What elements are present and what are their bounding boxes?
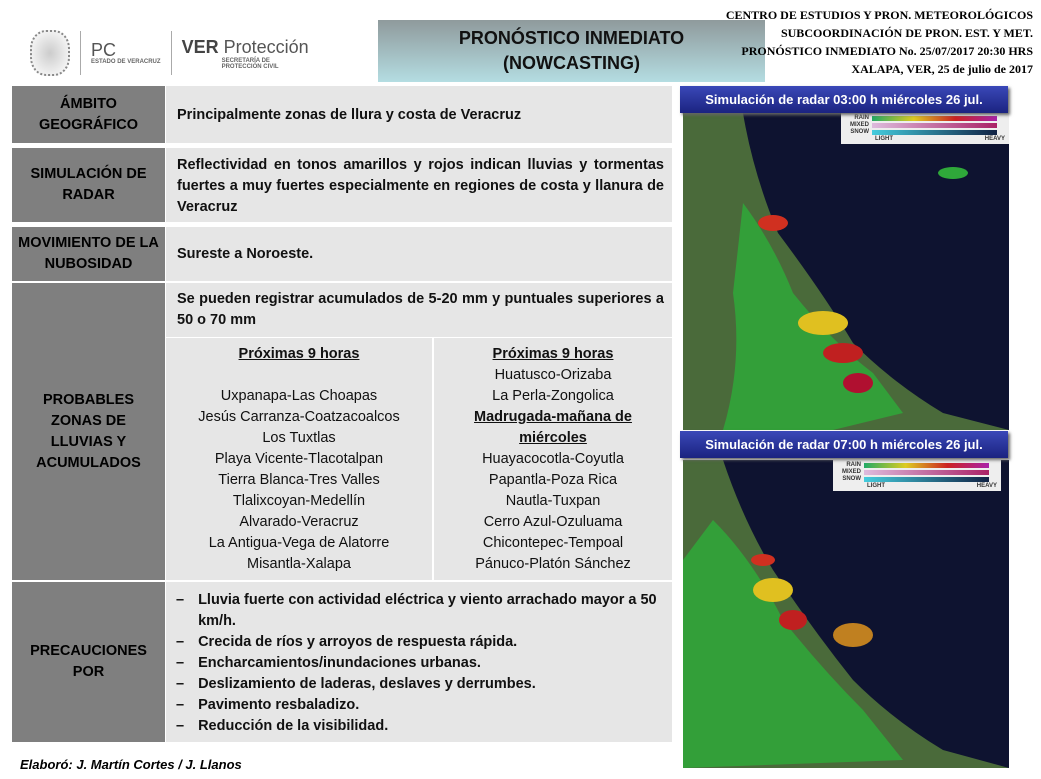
- radar-text: Reflectividad en tonos amarillos y rojos indican lluvias y tormentas fuertes a muy fuertes especialmente en regiones de costa y llanura de Veracruz: [166, 148, 672, 222]
- logos: [30, 28, 340, 78]
- zonas-left-list: Próximas 9 horas Uxpanapa-Las Choapas Jesús Carranza-Coatzacoalcos Los Tuxtlas Playa Vicente-Tlacotalpan Tierra Blanca-Tres Valles Tlalixcoyan-Medellín Alvarado-Veracruz La Antigua-Vega de Alatorre Misantla-Xalapa: [166, 338, 432, 580]
- list-item: – Crecida de ríos y arroyos de respuesta rápida.: [176, 634, 518, 650]
- zonas-right-list: Próximas 9 horas Huatusco-Orizaba La Perla-Zongolica Madrugada-mañana de miércoles Huayacocotla-Coyutla Papantla-Poza Rica Nautla-Tuxpan Cerro Azul-Ozuluama Chicontepec-Tempoal Pánuco-Platón Sánchez: [434, 338, 672, 580]
- ver-proteccion-logo: VER Protección SECRETARÍA DE PROTECCIÓN CIVIL: [181, 36, 309, 70]
- pc-logo: PC ESTADO DE VERACRUZ: [91, 40, 161, 65]
- label-ambito: ÁMBITO GEOGRÁFICO: [12, 86, 165, 143]
- ambito-text: Principalmente zonas de llura y costa de Veracruz: [166, 86, 672, 143]
- label-precauciones: PRECAUCIONES POR: [12, 582, 165, 742]
- radar-title-0300: Simulación de radar 03:00 h miércoles 26 jul.: [680, 86, 1008, 113]
- list-item: – Reducción de la visibilidad.: [176, 718, 389, 734]
- list-item: – Lluvia fuerte con actividad eléctrica y viento arrachado mayor a 50 km/h.: [176, 592, 657, 629]
- label-radar: SIMULACIÓN DE RADAR: [12, 148, 165, 222]
- movimiento-text: Sureste a Noroeste.: [166, 227, 672, 281]
- list-item: – Encharcamientos/inundaciones urbanas.: [176, 655, 481, 671]
- precauciones-list: [166, 582, 672, 742]
- list-item: – Pavimento resbaladizo.: [176, 697, 360, 713]
- label-movimiento: MOVIMIENTO DE LA NUBOSIDAD: [12, 227, 165, 281]
- radar-legend: RAIN MIXED SNOW LIGHT HEAVY: [841, 113, 1009, 144]
- radar-map-0300: [683, 113, 1009, 430]
- footer-author: Elaboró: J. Martín Cortes / J. Llanos: [20, 757, 242, 772]
- zonas-text: Se pueden registrar acumulados de 5-20 mm y puntuales superiores a 50 o 70 mm: [166, 283, 672, 337]
- radar-map-0700: [683, 460, 1009, 768]
- header-info: CENTRO DE ESTUDIOS Y PRON. METEOROLÓGICOS SUBCOORDINACIÓN DE PRON. EST. Y MET. PRONÓSTICO INMEDIATO No. 25/07/2017 20:30 HRS XALAPA, VER, 25 de julio de 2017: [725, 8, 1033, 76]
- label-zonas: PROBABLES ZONAS DE LLUVIAS Y ACUMULADOS: [12, 283, 165, 580]
- radar-legend: RAIN MIXED SNOW LIGHT HEAVY: [833, 460, 1001, 491]
- veracruz-seal-logo: [30, 30, 70, 76]
- radar-title-0700: Simulación de radar 07:00 h miércoles 26 jul.: [680, 431, 1008, 458]
- list-item: – Deslizamiento de laderas, deslaves y derrumbes.: [176, 676, 536, 692]
- page-title: PRONÓSTICO INMEDIATO (NOWCASTING): [378, 20, 765, 82]
- radar-image: [683, 113, 1009, 430]
- radar-image: [683, 460, 1009, 768]
